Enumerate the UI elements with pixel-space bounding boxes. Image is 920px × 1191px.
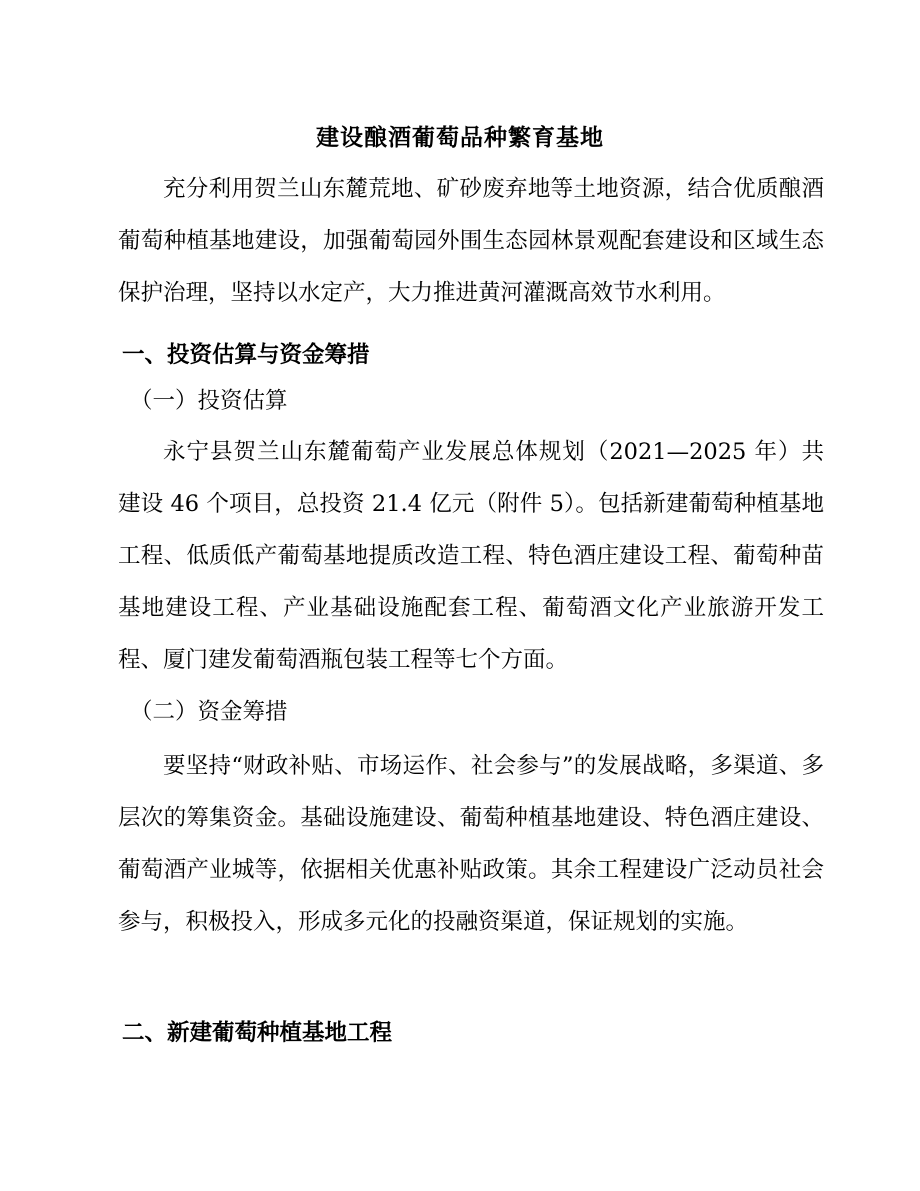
- subsection-heading-estimate: （一）投资估算: [130, 388, 288, 414]
- section-heading-new-base: 二、新建葡萄种植基地工程: [122, 1020, 393, 1046]
- section-heading-investment: 一、投资估算与资金筹措: [122, 342, 370, 368]
- subsection-heading-funding: （二）资金筹措: [130, 699, 288, 725]
- intro-paragraph: 充分利用贺兰山东麓荒地、矿砂废弃地等土地资源，结合优质酿酒葡萄种植基地建设，加强葡萄园外围生态园林景观配套建设和区域生态保护治理，坚持以水定产，大力推进黄河灌溉高效节水利用。: [118, 176, 824, 306]
- document-title: 建设酿酒葡萄品种繁育基地: [316, 124, 604, 151]
- funding-paragraph: 要坚持“财政补贴、市场运作、社会参与”的发展战略，多渠道、多层次的筹集资金。基础设施建设、葡萄种植基地建设、特色酒庄建设、葡萄酒产业城等，依据相关优惠补贴政策。其余工程建设广泛动员社会参与，积极投入，形成多元化的投融资渠道，保证规划的实施。: [118, 753, 824, 935]
- estimate-paragraph: 永宁县贺兰山东麓葡萄产业发展总体规划（2021—2025 年）共建设 46 个项目，总投资 21.4 亿元（附件 5）。包括新建葡萄种植基地工程、低质低产葡萄基地提质改造工程、特色酒庄建设工程、葡萄种苗基地建设工程、产业基础设施配套工程、葡萄酒文化产业旅游开发工程、厦门建发葡萄酒瓶包装工程等七个方面。: [118, 439, 824, 673]
